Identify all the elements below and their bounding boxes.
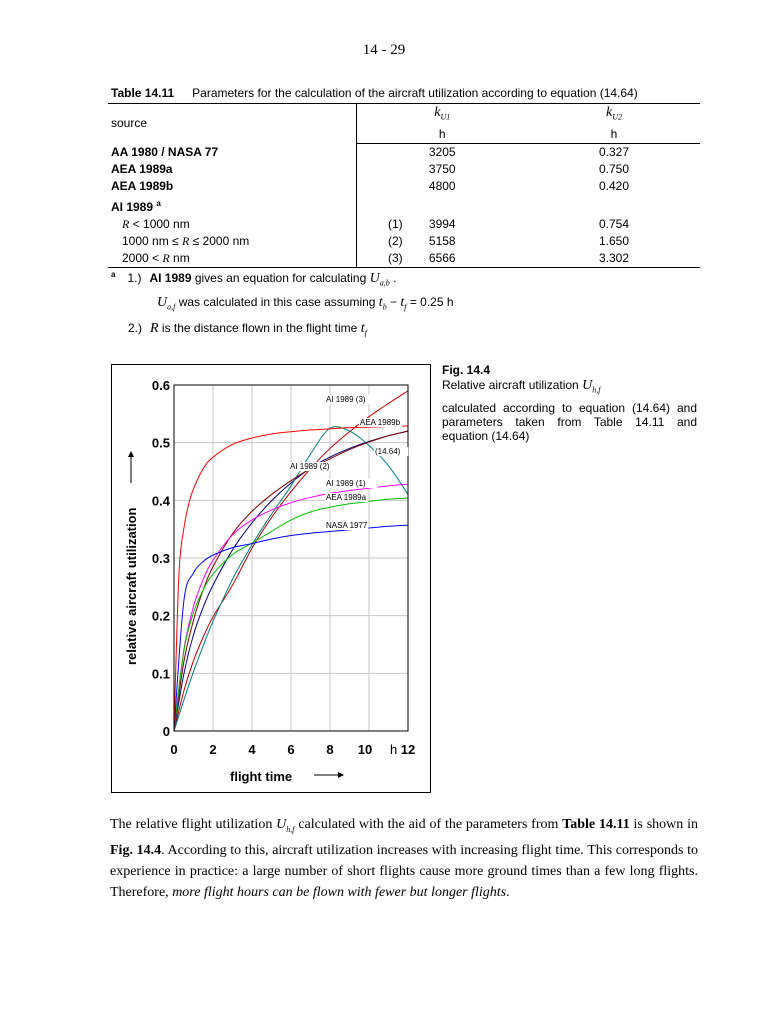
row-k1: 4800 — [356, 178, 528, 195]
body-paragraph: The relative flight utilization $U_{h,f}$ calculated with the aid of the parameters from Table 14.11 is shown in Fig. 14.4. According to this, aircraft utilization increases with increasing flight time. This corresponds to experience in practice: a large number of short flights cause more ground times than a few long flights. Therefore, more flight hours can be flown with fewer but longer flights. — [110, 817, 698, 900]
header-k1-unit: h — [356, 125, 528, 144]
series-label: AEA 1989b — [360, 418, 401, 427]
y-tick-label: 0.4 — [151, 493, 170, 509]
row-k2: 0.420 — [598, 179, 630, 194]
table-row — [108, 178, 700, 195]
header-k2: $k_{U2}$ — [528, 104, 700, 126]
y-tick-label: 0.3 — [151, 551, 170, 566]
y-tick-label: 0.2 — [151, 608, 170, 624]
x-axis-label: flight time — [230, 769, 293, 784]
series-label: AI 1989 (1) — [326, 479, 366, 488]
x-tick-label: 8 — [326, 742, 334, 757]
row-k1: 3994 — [356, 216, 528, 233]
figure-frame — [111, 364, 431, 793]
series-label: NASA 1977 — [326, 521, 368, 530]
table-caption-label: Table 14.11 — [111, 86, 175, 100]
x-tick-label: 0 — [170, 742, 178, 757]
row-source: R < 1000 nm (1) — [122, 217, 403, 232]
row-k2: 0.327 — [598, 145, 630, 160]
x-tick-label: 4 — [248, 742, 256, 757]
parameters-table — [108, 103, 700, 268]
table-row — [108, 250, 700, 268]
table-row — [108, 161, 700, 178]
header-source: source — [108, 104, 356, 144]
table-row — [108, 233, 700, 250]
page-number: 14 - 29 — [362, 42, 406, 58]
row-source: AEA 1989b — [111, 179, 174, 194]
x-tick-label: 12 — [400, 742, 416, 757]
table-row — [108, 216, 700, 233]
row-k2: 0.750 — [598, 162, 630, 177]
y-tick-labels — [152, 378, 171, 739]
row-k1: 3750 — [356, 161, 528, 178]
footnote-1b: $U_{a,f}$ was calculated in this case assuming $t_b - t_f = 0.25$ h — [157, 295, 454, 312]
y-axis-label: relative aircraft utilization — [124, 507, 139, 665]
row-k2: 0.754 — [598, 217, 630, 232]
x-tick-labels — [170, 742, 415, 757]
figure-label: Fig. 14.4 — [442, 363, 491, 377]
footnote-2: 2.) R is the distance flown in the flight time $t_f$ — [128, 321, 367, 338]
figure-title: Relative aircraft utilization $U_{h,f}$ — [442, 378, 601, 395]
row-k2: 1.650 — [598, 234, 630, 249]
series-label: (14.64) — [375, 447, 401, 456]
x-tick-label: 10 — [357, 742, 373, 757]
row-source: 1000 nm ≤ R ≤ 2000 nm (2) — [122, 234, 403, 249]
x-unit-label: h — [390, 742, 398, 757]
series-labels — [289, 395, 408, 530]
chart-grid — [174, 385, 408, 731]
x-tick-label: 6 — [287, 742, 295, 757]
header-k2-unit: h — [528, 125, 700, 144]
y-tick-label: 0.5 — [151, 435, 170, 451]
utilization-chart — [112, 365, 430, 792]
row-k2: 3.302 — [528, 250, 700, 268]
table-caption-text: Parameters for the calculation of the aircraft utilization according to equation (14.64) — [192, 86, 638, 100]
row-k1: 3205 — [356, 144, 528, 162]
row-source: 2000 < R nm (3) — [108, 250, 356, 268]
row-k1: 6566 — [356, 250, 528, 268]
series-label: AEA 1989a — [326, 493, 367, 502]
y-tick-label: 0.1 — [151, 666, 170, 682]
header-k1: $k_{U1}$ — [356, 104, 528, 126]
x-axis-arrow — [314, 772, 344, 778]
footnote-1: $^a$ 1.) AI 1989 gives an equation for calculating $U_{a,b}$ . — [111, 270, 397, 288]
figure-caption — [442, 363, 697, 443]
row-source: AA 1980 / NASA 77 — [111, 145, 219, 160]
row-k1: 5158 — [356, 233, 528, 250]
row-source: AI 1989 $^a$ — [111, 199, 161, 215]
y-tick-label: 0 — [162, 724, 170, 739]
series-label: AI 1989 (3) — [326, 395, 366, 404]
x-tick-label: 2 — [209, 742, 217, 757]
figure-description: calculated according to equation (14.64) and parameters taken from Table 14.11 and equation (14.64) — [442, 401, 697, 444]
series-label: AI 1989 (2) — [290, 462, 330, 471]
table-row — [108, 195, 700, 216]
y-axis-arrow — [128, 451, 134, 483]
y-tick-label: 0.6 — [151, 378, 170, 393]
table-caption — [111, 86, 638, 100]
row-source: AEA 1989a — [111, 162, 173, 177]
table-row — [108, 144, 700, 162]
